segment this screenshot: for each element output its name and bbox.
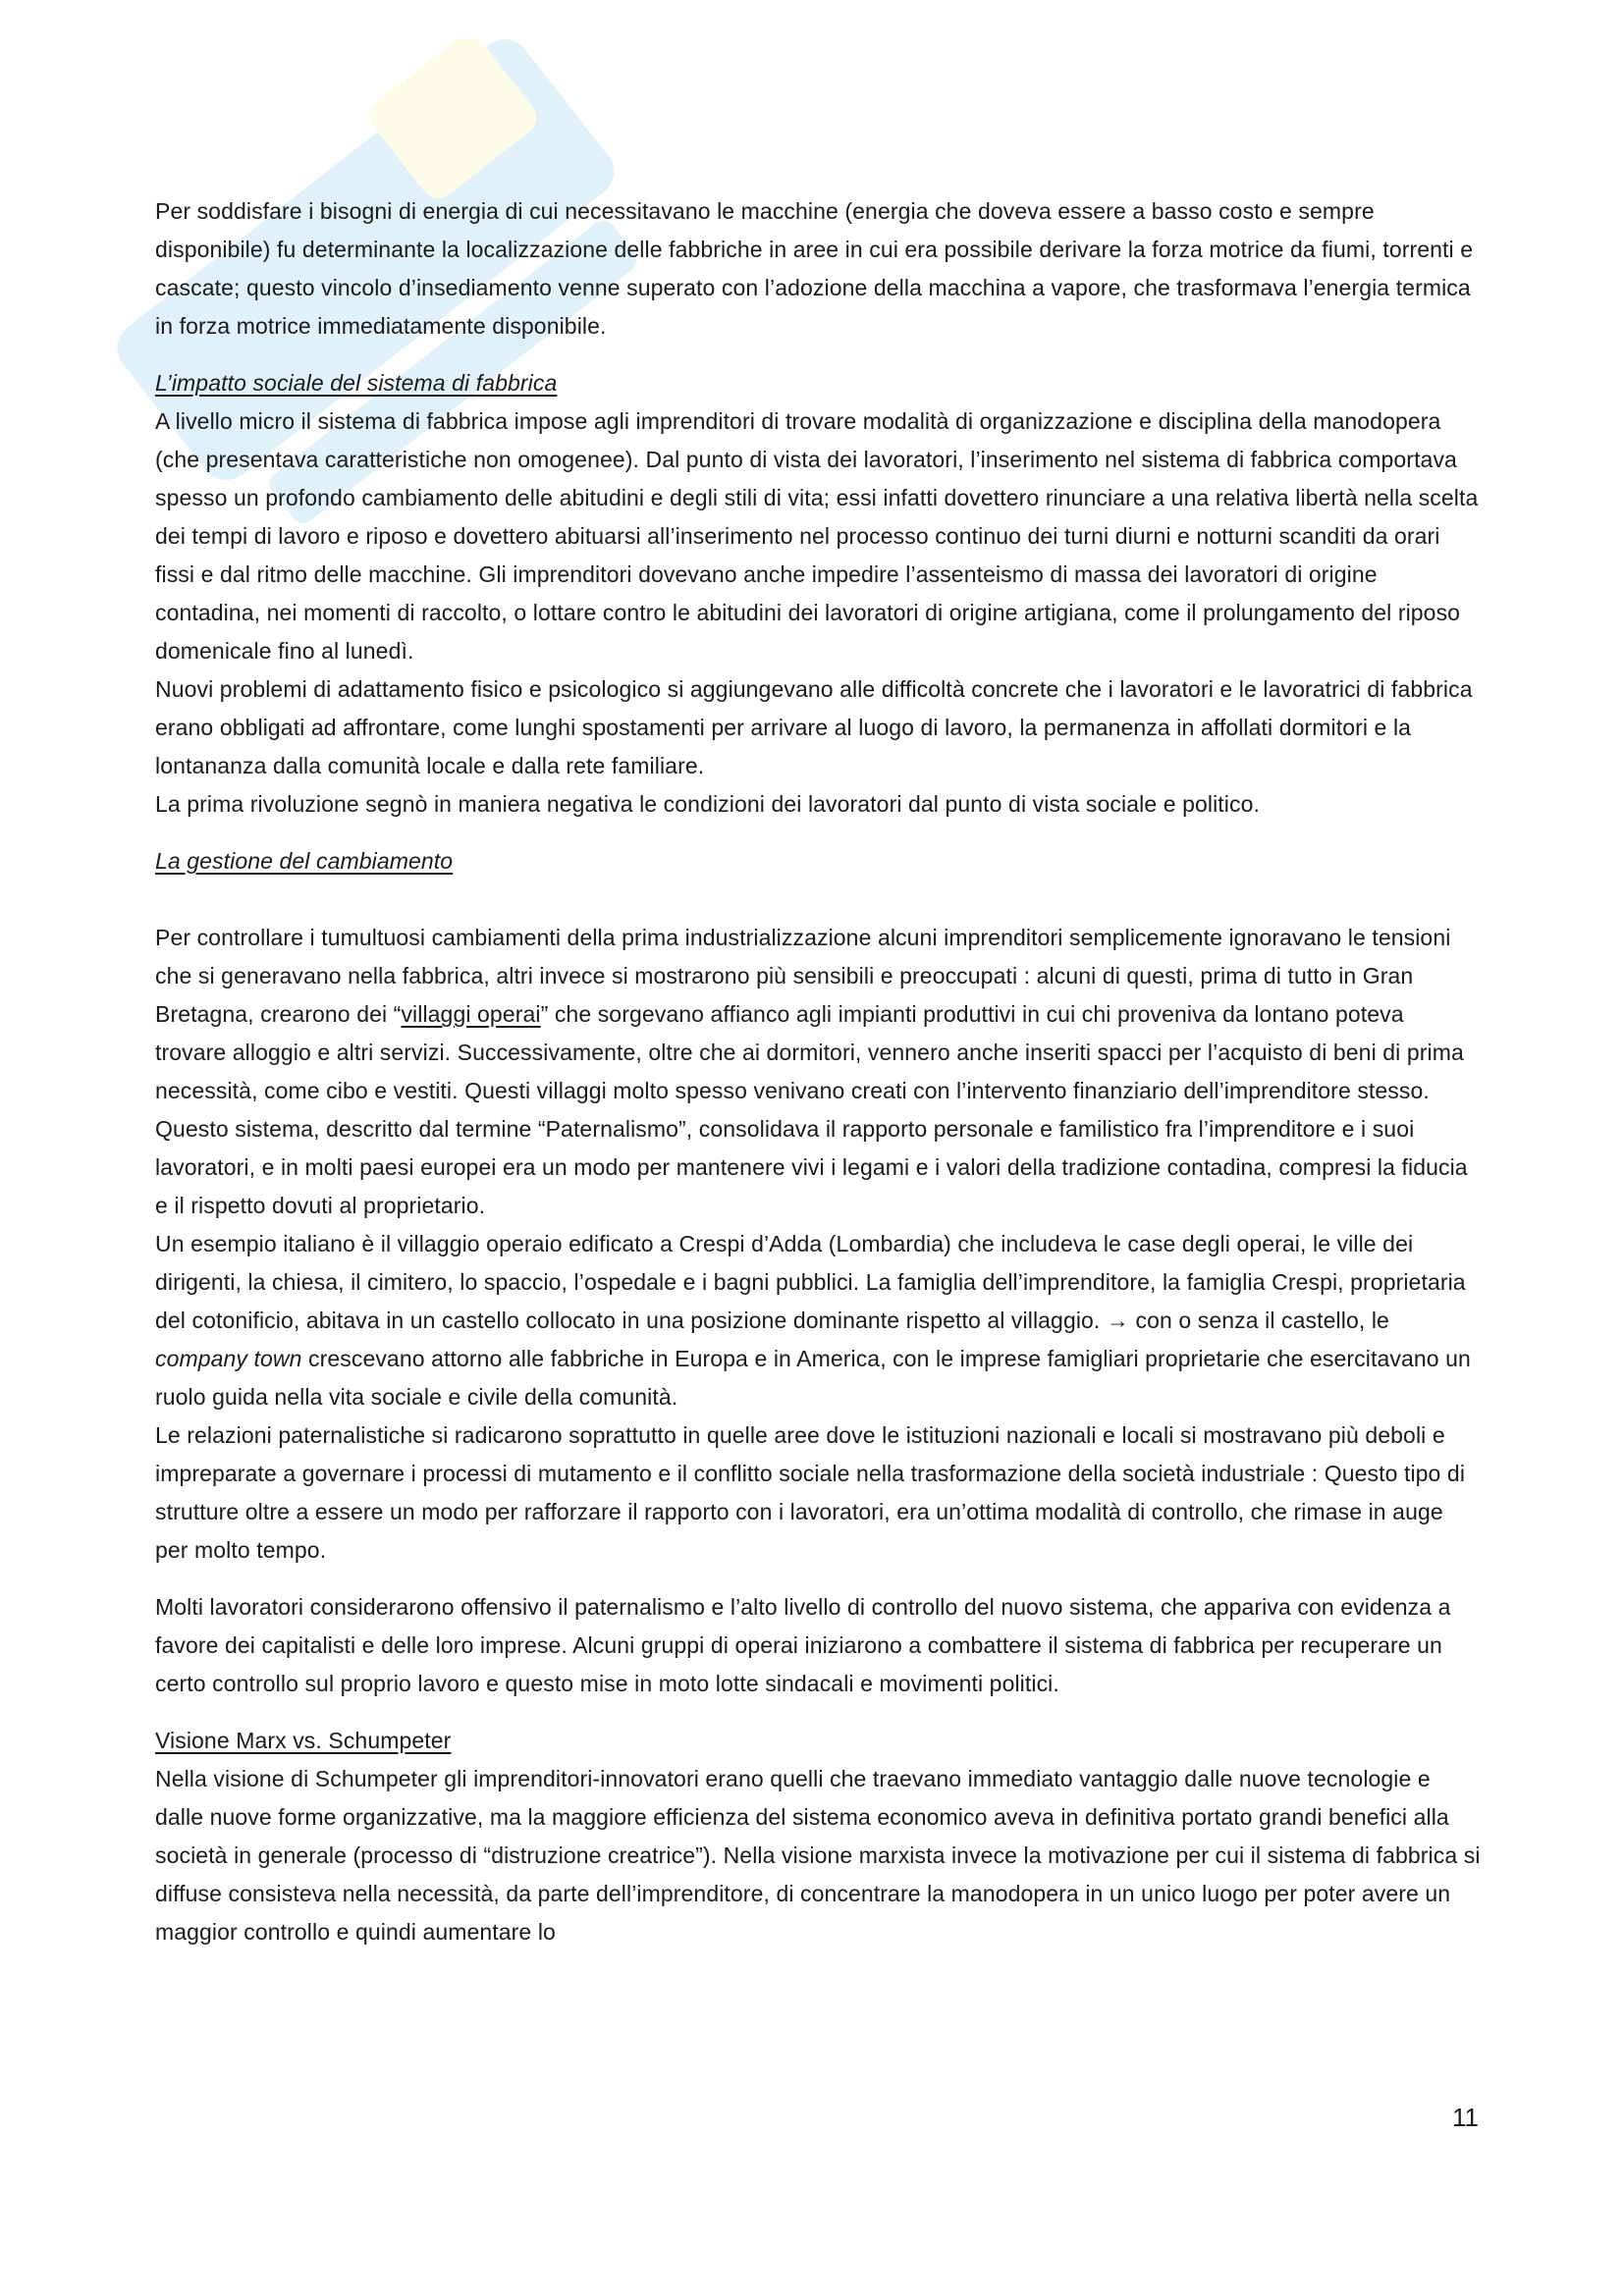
intro-paragraph: Per soddisfare i bisogni di energia di cui necessitavano le macchine (energia che doveva essere a basso costo e sempre disponibile) fu determinante la localizzazione delle fabbriche in aree in cui era possibile derivare la forza motrice da fiumi, torrenti e cascate; questo vincolo d’insediamento venne superato con l’adozione della macchina a vapore, che trasformava l’energia termica in forza motrice immediatamente disponibile. xyxy=(155,198,1474,339)
paragraph: Le relazioni paternalistiche si radicarono soprattutto in quelle aree dove le istituzioni nazionali e locali si mostravano più deboli e impreparate a governare i processi di mutamento e il conflitto sociale nella trasformazione della società industriale : Questo tipo di strutture oltre a essere un modo per rafforzare il rapporto con i lavoratori, era un’ottima modalità di controllo, che rimase in auge per molto tempo. xyxy=(155,1422,1466,1563)
section-heading-social-impact: L’impatto sociale del sistema di fabbrica xyxy=(155,370,558,396)
underlined-term: villaggi operai xyxy=(401,1001,541,1027)
paragraph: La prima rivoluzione segnò in maniera negativa le condizioni dei lavoratori dal punto di vista sociale e politico. xyxy=(155,791,1260,817)
paragraph: A livello micro il sistema di fabbrica impose agli imprenditori di trovare modalità di organizzazione e disciplina della manodopera (che presentava caratteristiche non omogenee). Dal punto di vista dei lavoratori, l’inserimento nel sistema di fabbrica comportava spesso un profondo cambiamento delle abitudini e degli stili di vita; essi infatti dovettero rinunciare a una relativa libertà nella scelta dei tempi di lavoro e riposo e dovettero abituarsi all’inserimento nel processo continuo dei turni diurni e notturni scanditi da orari fissi e dal ritmo delle macchine. Gli imprenditori dovevano anche impedire l’assenteismo di massa dei lavoratori di origine contadina, nei momenti di raccolto, o lottare contro le abitudini dei lavoratori di origine artigiana, come il prolungamento del riposo domenicale fino al lunedì. xyxy=(155,408,1479,664)
italic-term: company town xyxy=(155,1346,302,1371)
section-heading-marx-schumpeter: Visione Marx vs. Schumpeter xyxy=(155,1728,452,1753)
paragraph: Nella visione di Schumpeter gli imprenditori-innovatori erano quelli che traevano immediato vantaggio dalle nuove tecnologie e dalle nuove forme organizzative, ma la maggiore efficienza del sistema economico aveva in definitiva portato grandi benefici alla società in generale (processo di “distruzione creatrice”). Nella visione marxista invece la motivazione per cui il sistema di fabbrica si diffuse consisteva nella necessità, da parte dell’imprenditore, di concentrare la manodopera in un unico luogo per poter avere un maggior controllo e quindi aumentare lo xyxy=(155,1766,1481,1945)
paragraph: Un esempio italiano è il villaggio operaio edificato a Crespi d’Adda (Lombardia) che includeva le case degli operai, le ville dei dirigenti, la chiesa, il cimitero, lo spaccio, l’ospedale e i bagni pubblici. La famiglia dell’imprenditore, la famiglia Crespi, proprietaria del cotonificio, abitava in un castello collocato in una posizione dominante rispetto al villaggio. → con o senza il castello, le company town crescevano attorno alle fabbriche in Europa e in America, con le imprese famigliari proprietarie che esercitavano un ruolo guida nella vita sociale e civile della comunità. xyxy=(155,1231,1471,1410)
section-heading-change-management: La gestione del cambiamento xyxy=(155,848,454,874)
paragraph: Nuovi problemi di adattamento fisico e psicologico si aggiungevano alle difficoltà concrete che i lavoratori e le lavoratrici di fabbrica erano obbligati ad affrontare, come lunghi spostamenti per arrivare al luogo di lavoro, la permanenza in affollati dormitori e la lontananza dalla comunità locale e dalla rete familiare. xyxy=(155,676,1473,778)
paragraph: Questo sistema, descritto dal termine “Paternalismo”, consolidava il rapporto personale e familistico fra l’imprenditore e i suoi lavoratori, e in molti paesi europei era un modo per mantenere vivi i legami e i valori della tradizione contadina, compresi la fiducia e il rispetto dovuti al proprietario. xyxy=(155,1116,1468,1218)
paragraph: Per controllare i tumultuosi cambiamenti della prima industrializzazione alcuni imprenditori semplicemente ignoravano le tensioni che si generavano nella fabbrica, altri invece si mostrarono più sensibili e preoccupati : alcuni di questi, prima di tutto in Gran Bretagna, crearono dei “villaggi operai” che sorgevano affianco agli impianti produttivi in cui chi proveniva da lontano poteva trovare alloggio e altri servizi. Successivamente, oltre che ai dormitori, vennero anche inseriti spacci per l’acquisto di beni di prima necessità, come cibo e vestiti. Questi villaggi molto spesso venivano creati con l’intervento finanziario dell’imprenditore stesso. xyxy=(155,925,1464,1103)
document-page xyxy=(155,192,1481,1951)
arrow-icon: → xyxy=(1106,1308,1130,1333)
paragraph: Molti lavoratori considerarono offensivo il paternalismo e l’alto livello di controllo del nuovo sistema, che appariva con evidenza a favore dei capitalisti e delle loro imprese. Alcuni gruppi di operai iniziarono a combattere il sistema di fabbrica per recuperare un certo controllo sul proprio lavoro e questo mise in moto lotte sindacali e movimenti politici. xyxy=(155,1594,1451,1696)
page-number: 11 xyxy=(1452,2103,1479,2132)
